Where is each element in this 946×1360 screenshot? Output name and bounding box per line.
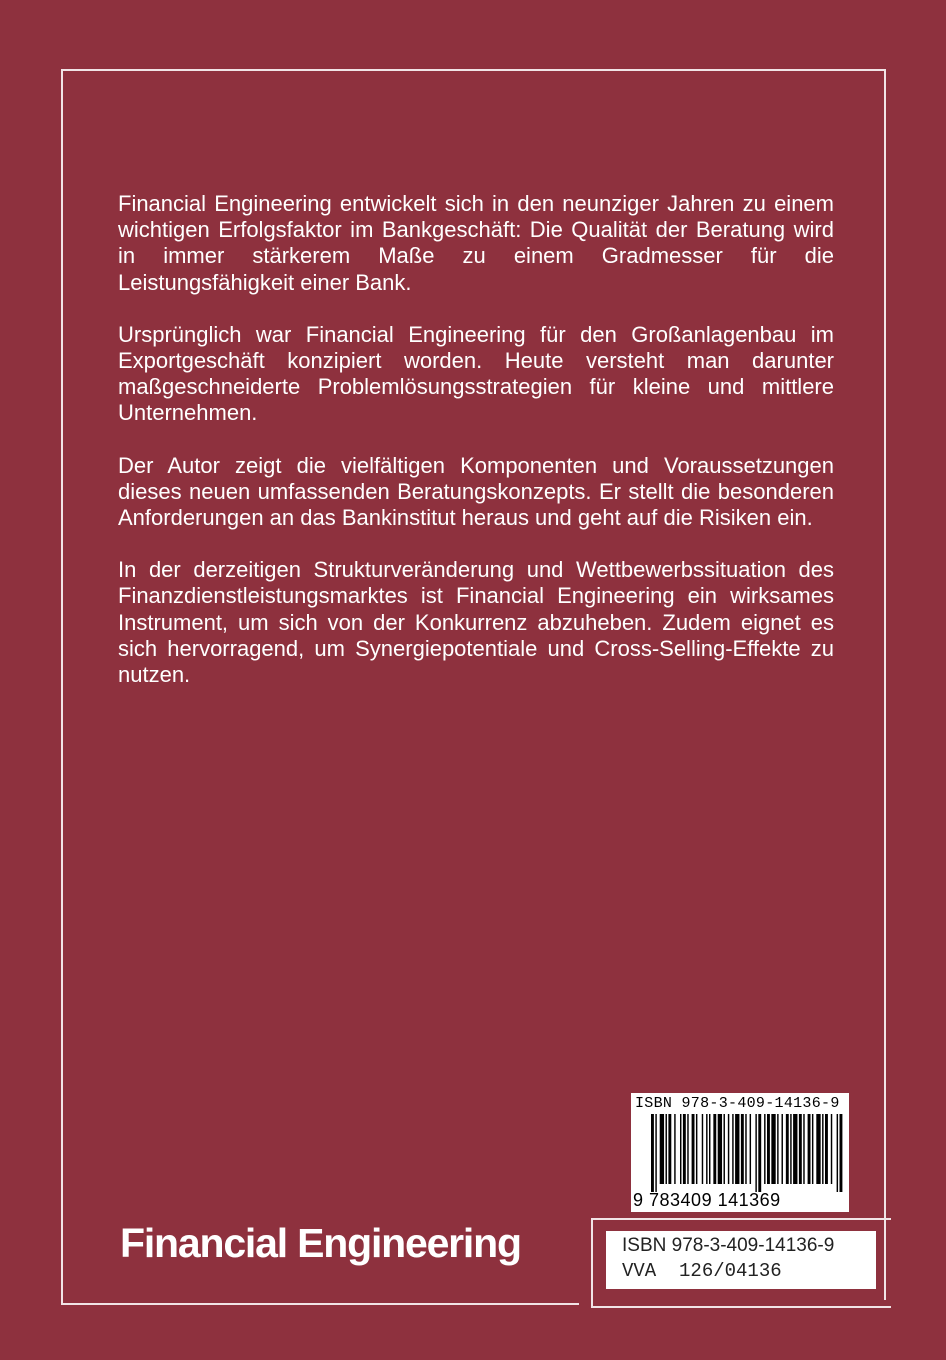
barcode-bar [735,1114,739,1184]
barcode-bar [668,1114,671,1184]
book-title: Financial Engineering [120,1220,521,1266]
barcode-bar [767,1114,770,1184]
barcode-bar [692,1114,695,1184]
barcode-bar [687,1114,688,1184]
barcode-bar [728,1114,729,1184]
barcode-bar [831,1114,832,1184]
isbn-number: ISBN 978-3-409-14136-9 [622,1235,835,1256]
barcode-bar [732,1114,733,1184]
blurb-paragraph-3: Der Autor zeigt die vielfältigen Komponenten und Voraussetzungen dieses neuen umfassenden Beratungskonzepts. Er stellt die besonderen Anforderungen an das Bankinstitut heraus und geht auf die Risiken ein. [118,452,834,531]
barcode-bar [790,1114,791,1184]
isbn-box [606,1231,876,1289]
blurb-paragraph-1: Financial Engineering entwickelt sich in den neunziger Jahren zu einem wichtigen Erfolgsfaktor im Bankgeschäft: Die Qualität der Beratung wird in immer stärkerem Maße zu einem Gradmesser für die Leistungsfähigkeit einer Bank. [118,191,834,295]
barcode-bar [718,1114,722,1184]
barcode-bar [706,1114,707,1184]
barcode-bar [822,1114,823,1184]
barcode-bar [745,1114,746,1184]
barcode-bar [782,1114,783,1184]
barcode-bar [660,1114,664,1184]
barcode-bar [803,1114,804,1184]
barcode-bar [793,1114,797,1184]
barcode-bar [674,1114,675,1184]
barcode-bar [724,1114,725,1184]
barcode [631,1093,849,1212]
barcode-bar [709,1114,710,1184]
barcode-number-text: 9 783409 141369 [633,1190,781,1210]
barcode-bar [741,1114,744,1184]
barcode-isbn-text: ISBN 978-3-409-14136-9 [635,1095,840,1112]
barcode-bar [696,1114,697,1184]
barcode-bar [764,1114,765,1184]
barcode-bar [816,1114,820,1184]
blurb-paragraph-2: Ursprünglich war Financial Engineering für den Großanlagenbau im Exportgeschäft konzipiert worden. Heute versteht man darunter maßgeschneiderte Problemlösungsstrategien für kleine und mittlere Unternehmen. [118,321,834,426]
barcode-bar [655,1114,656,1192]
barcode-bar [702,1114,703,1184]
blurb-paragraph-4: In der derzeitigen Strukturveränderung und Wettbewerbssituation des Finanzdienstleistungsmarktes ist Financial Engineering ein wirksames Instrument, um sich von der Konkurrenz abzuheben. Zudem eignet es sich hervorragend, um Synergiepotentiale und Cross-Selling-Effekte zu nutzen. [118,557,834,688]
barcode-bar [758,1114,761,1192]
barcode-bar [812,1114,813,1184]
order-code: VVA 126/04136 [622,1260,782,1282]
barcode-bar [683,1114,686,1184]
barcode-bar [680,1114,681,1184]
barcode-bar [777,1114,778,1184]
barcode-bar [750,1114,751,1184]
barcode-bar [808,1114,811,1184]
barcode-bar [799,1114,802,1184]
barcode-bar [666,1114,667,1184]
blurb-text [118,191,834,714]
barcode-bars [651,1114,843,1192]
barcode-bar [651,1114,654,1192]
barcode-bar [771,1114,775,1184]
barcode-bar [840,1114,843,1192]
barcode-bar [837,1114,838,1192]
barcode-bar [755,1114,756,1192]
barcode-bar [825,1114,828,1184]
barcode-bar [713,1114,716,1184]
barcode-bar [786,1114,789,1184]
